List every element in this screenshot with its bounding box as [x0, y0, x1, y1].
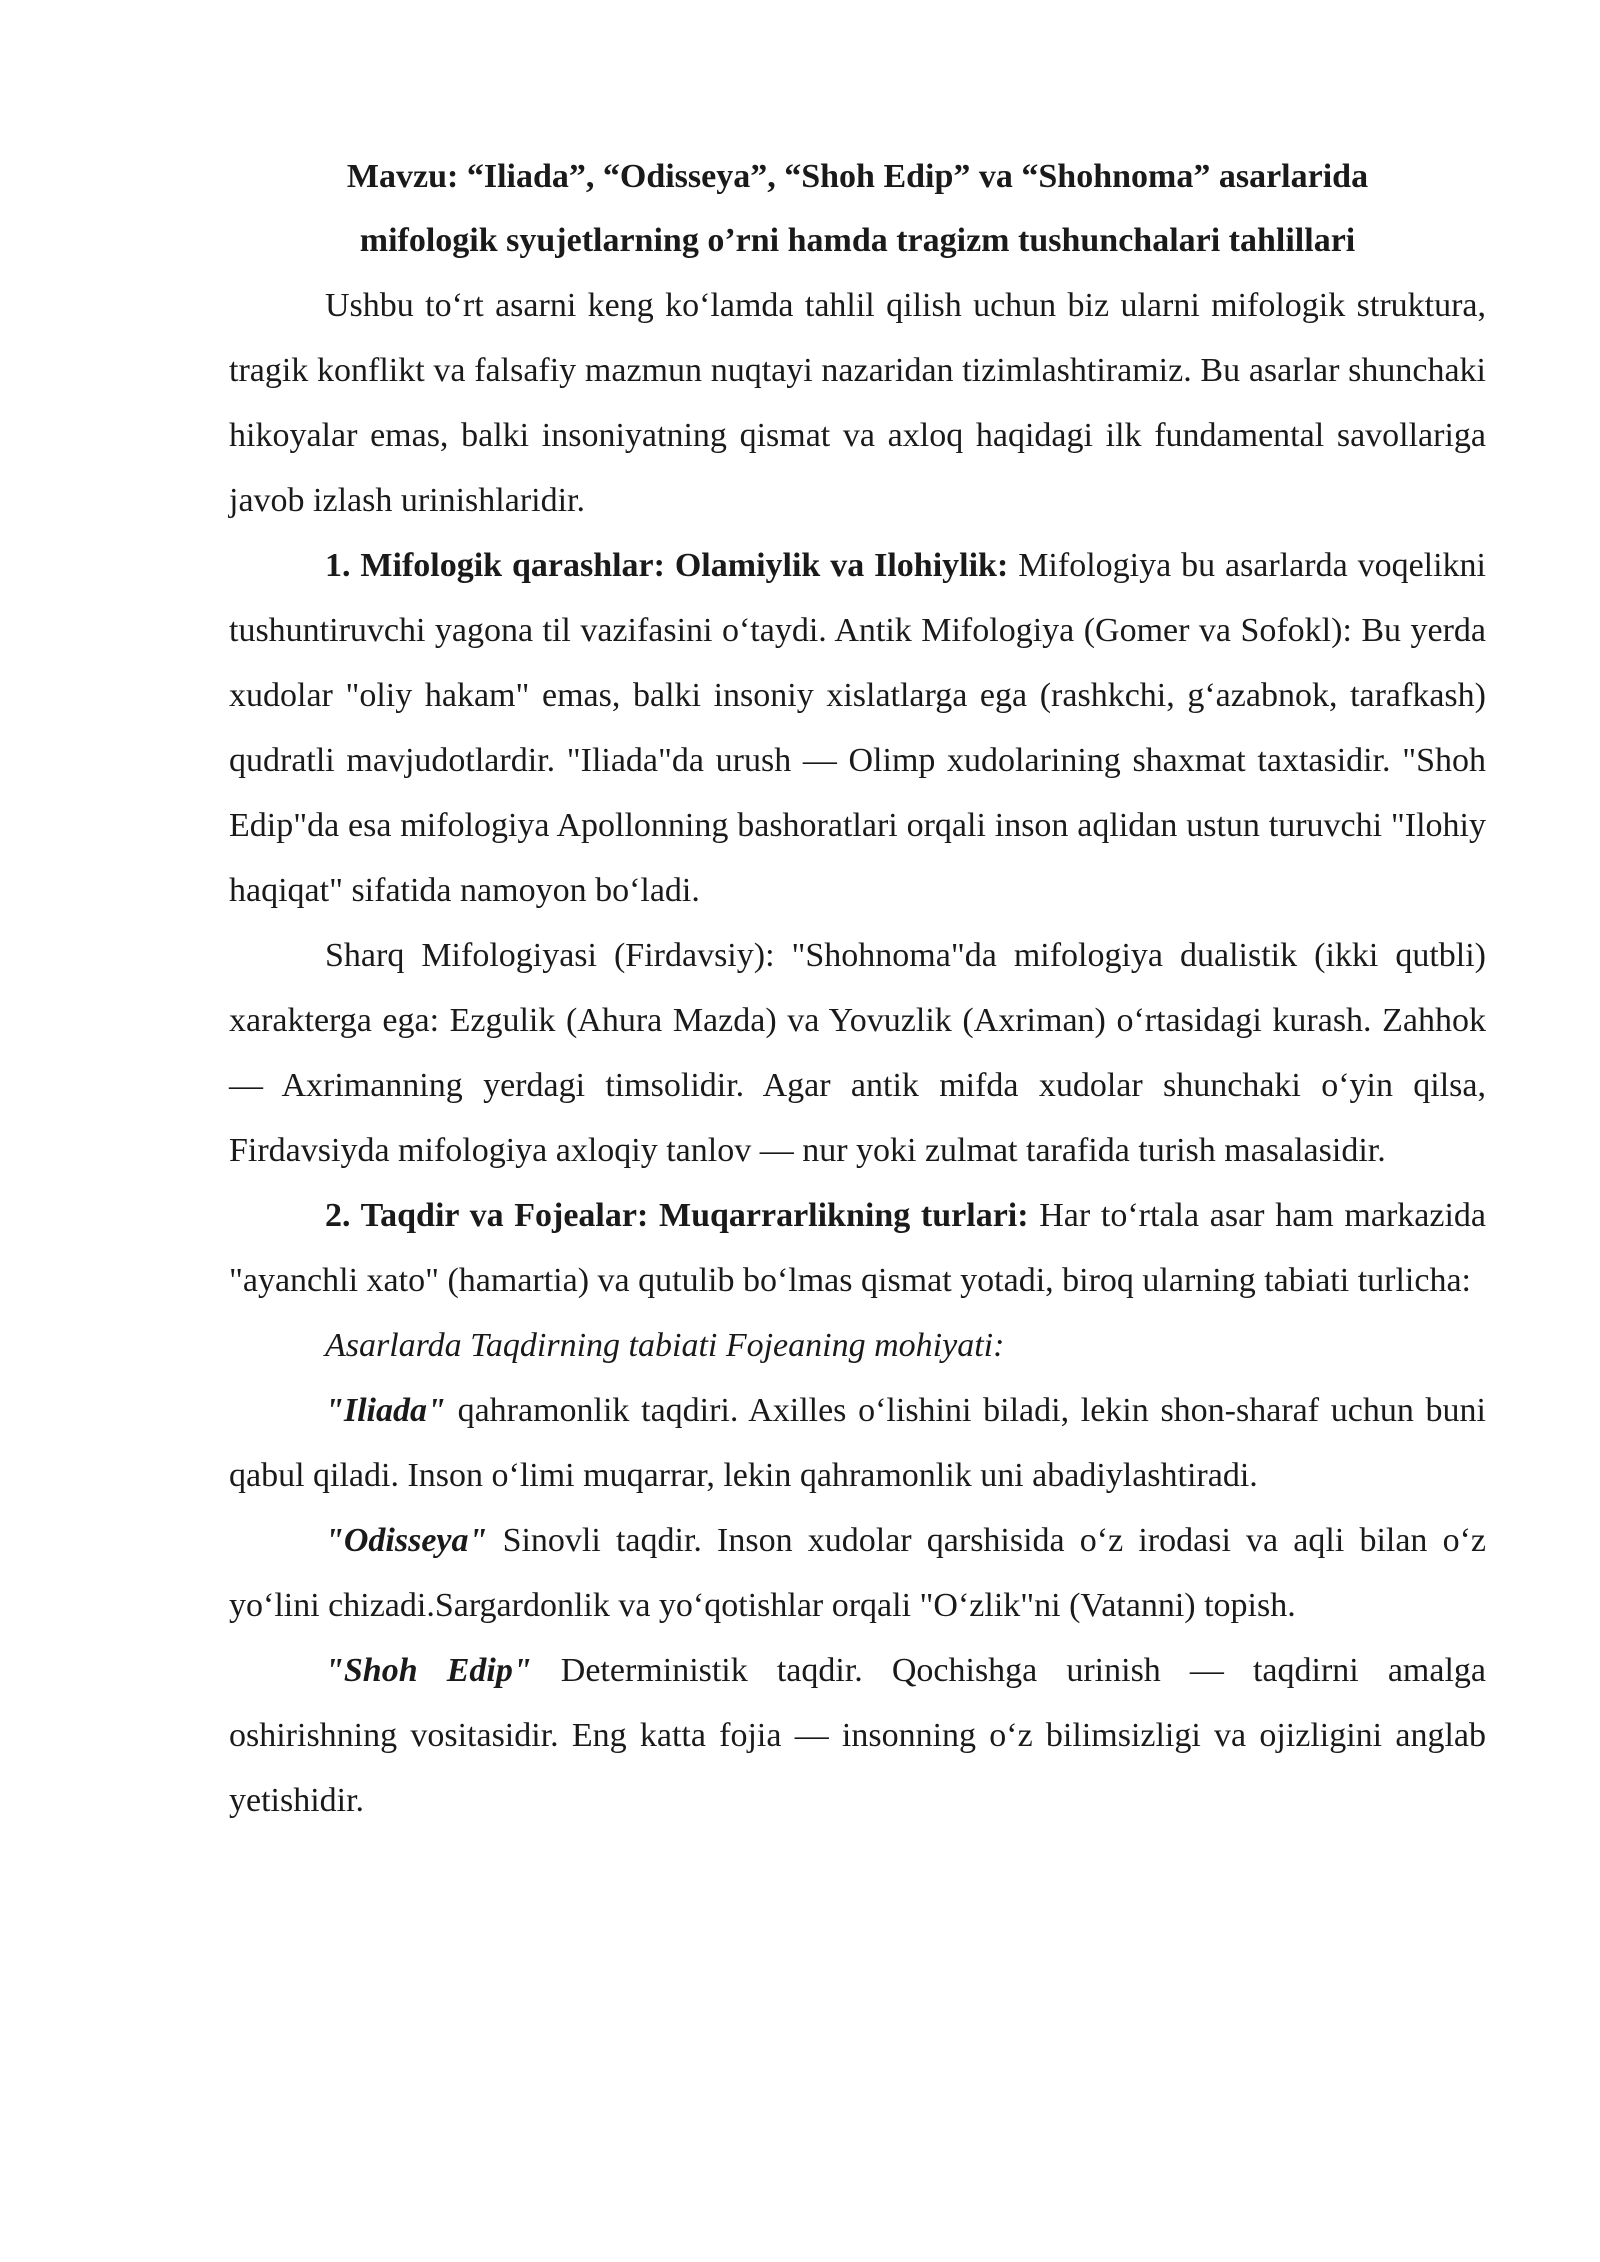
- title-line-2: mifologik syujetlarning o’rni hamda tragizm tushunchalari tahlillari: [359, 222, 1356, 259]
- fate-row-odisseya-text: Sinovli taqdir. Inson xudolar qarshisida o‘z irodasi va aqli bilan o‘z yo‘lini chizadi.Sargardonlik va yo‘qotishlar orqali "O‘zlik"ni (Vatanni) topish.: [229, 1522, 1486, 1624]
- section-1-heading: 1. Mifologik qarashlar: Olamiylik va Ilohiylik:: [325, 547, 1009, 584]
- intro-paragraph: Ushbu to‘rt asarni keng ko‘lamda tahlil qilish uchun biz ularni mifologik struktura, tragik konflikt va falsafiy mazmun nuqtayi nazaridan tizimlashtiramiz. Bu asarlar shunchaki hikoyalar emas, balki insoniyatning qismat va axloq haqidagi ilk fundamental savollariga javob izlash urinishlaridir.: [229, 287, 1486, 519]
- fate-row-odisseya: [229, 1508, 1486, 1638]
- section-2-heading: 2. Taqdir va Fojealar: Muqarrarlikning turlari:: [325, 1197, 1029, 1234]
- fate-table-header: Asarlarda Taqdirning tabiati Fojeaning mohiyati:: [325, 1327, 1005, 1364]
- document-title: [229, 145, 1486, 273]
- work-title-odisseya: "Odisseya": [325, 1522, 488, 1559]
- fate-row-iliada-text: qahramonlik taqdiri. Axilles o‘lishini biladi, lekin shon-sharaf uchun buni qabul qiladi. Inson o‘limi muqarrar, lekin qahramonlik uni abadiylashtiradi.: [229, 1392, 1486, 1494]
- work-title-iliada: "Iliada": [325, 1392, 446, 1429]
- fate-row-shoh-edip: [229, 1638, 1486, 1833]
- section-1-text: Mifologiya bu asarlarda voqelikni tushuntiruvchi yagona til vazifasini o‘taydi. Antik Mifologiya (Gomer va Sofokl): Bu yerda xudolar "oliy hakam" emas, balki insoniy xislatlarga ega (rashkchi, g‘azabnok, tarafkash) qudratli mavjudotlardir. "Iliada"da urush — Olimp xudolarining shaxmat taxtasidir. "Shoh Edip"da esa mifologiya Apollonning bashoratlari orqali inson aqlidan ustun turuvchi "Ilohiy haqiqat" sifatida namoyon bo‘ladi.: [229, 547, 1486, 909]
- fate-row-iliada: [229, 1378, 1486, 1508]
- section-1-paragraph: [229, 533, 1486, 923]
- section-2-text: Har to‘rtala asar ham markazida "ayanchli xato" (hamartia) va qutulib bo‘lmas qismat yotadi, biroq ularning tabiati turlicha:: [229, 1197, 1486, 1299]
- work-title-shoh-edip: "Shoh Edip": [325, 1652, 532, 1689]
- section-2-paragraph: [229, 1183, 1486, 1313]
- title-line-1: Mavzu: “Iliada”, “Odisseya”, “Shoh Edip” va “Shohnoma” asarlarida: [346, 158, 1369, 195]
- fate-row-shoh-edip-text: Deterministik taqdir. Qochishga urinish — taqdirni amalga oshirishning vositasidir. Eng katta fojia — insonning o‘z bilimsizligi va ojizligini anglab yetishidir.: [229, 1652, 1486, 1819]
- document-page: [229, 145, 1486, 1833]
- section-1-paragraph-2: Sharq Mifologiyasi (Firdavsiy): "Shohnoma"da mifologiya dualistik (ikki qutbli) xarakterga ega: Ezgulik (Ahura Mazda) va Yovuzlik (Axriman) o‘rtasidagi kurash. Zahhok — Axrimanning yerdagi timsolidir. Agar antik mifda xudolar shunchaki o‘yin qilsa, Firdavsiyda mifologiya axloqiy tanlov — nur yoki zulmat tarafida turish masalasidir.: [229, 937, 1486, 1169]
